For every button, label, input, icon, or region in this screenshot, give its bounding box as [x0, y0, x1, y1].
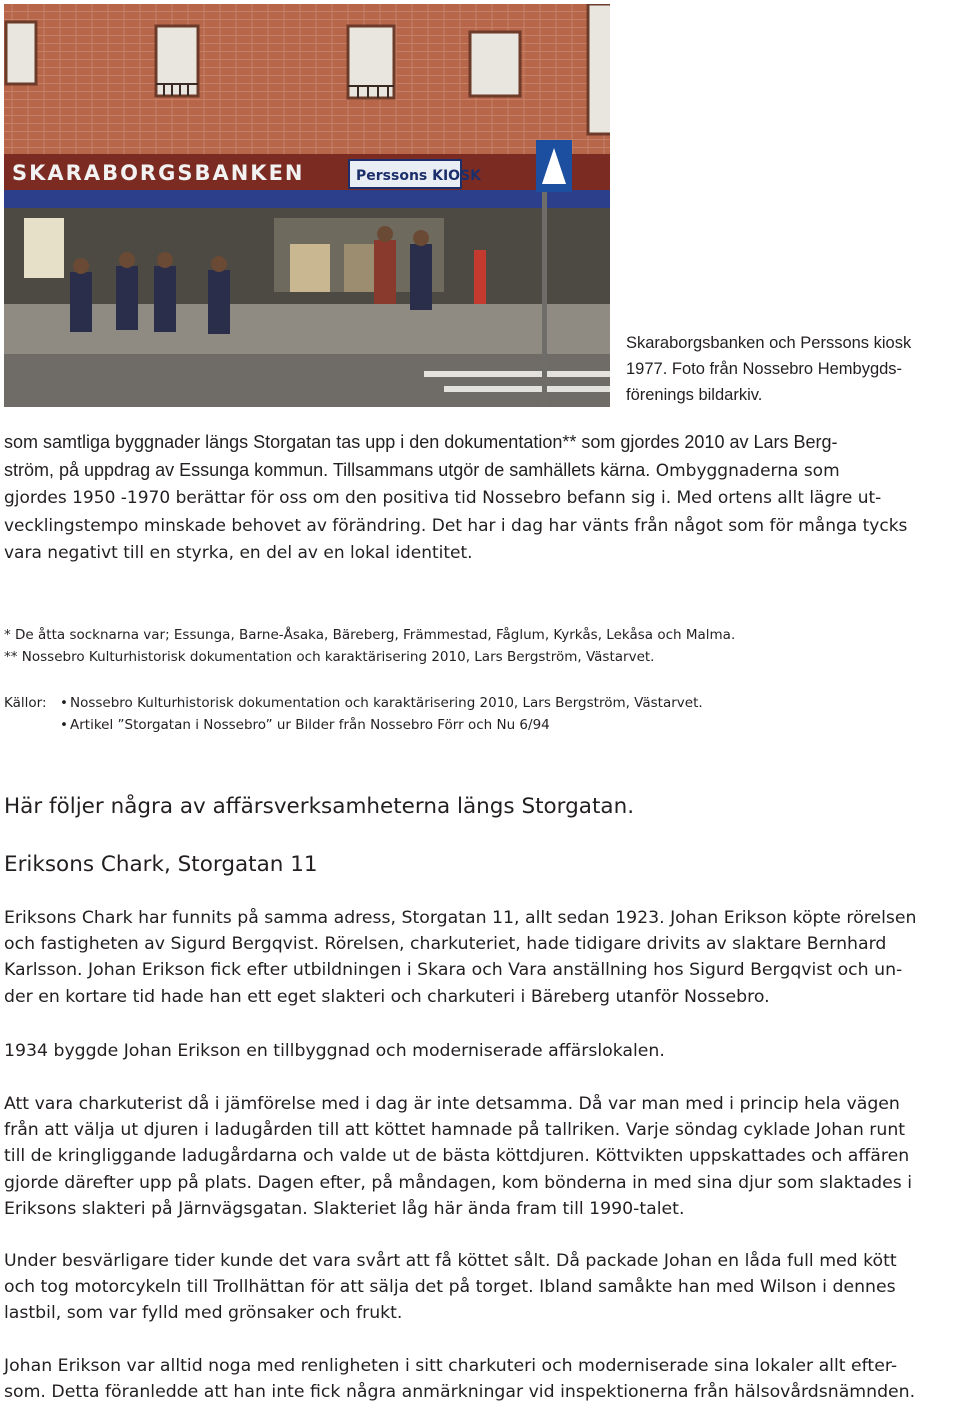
paragraph-line: Eriksons slakteri på Järnvägsgatan. Slakteriet låg här ända fram till 1990-talet. — [4, 1198, 685, 1219]
section-heading: Här följer några av affärsverksamheterna längs Storgatan. — [4, 794, 635, 819]
street-photo-drawing — [4, 4, 610, 407]
bank-sign: SKARABORGSBANKEN — [12, 161, 305, 185]
paragraph-line: från att välja ut djuren i ladugården till att köttet hamnade på tallriken. Varje söndag cyklade Johan runt — [4, 1120, 906, 1141]
bullet-icon: • — [60, 717, 68, 733]
paragraph — [4, 1353, 958, 1405]
photo-caption — [626, 330, 956, 408]
paragraph-line: gjorde därefter upp på plats. Dagen efter, på måndagen, kom bönderna in med sina djur som slaktades i — [4, 1172, 913, 1193]
paragraph-line: till de kringliggande ladugårdarna och valde ut de bästa köttdjuren. Köttvikten uppskattades och affären — [4, 1146, 910, 1167]
footnote: ** Nossebro Kulturhistorisk dokumentation och karaktärisering 2010, Lars Bergström, Västarvet. — [4, 649, 655, 665]
caption-line: förenings bildarkiv. — [626, 386, 763, 404]
paragraph-line: Eriksons Chark har funnits på samma adress, Storgatan 11, allt sedan 1923. Johan Erikson köpte rörelsen — [4, 908, 917, 928]
intro-line: gjordes 1950 -1970 berättar för oss om den positiva tid Nossebro befann sig i. Med ortens allt lägre ut- — [4, 488, 882, 508]
paragraph-line: och fastigheten av Sigurd Bergqvist. Rörelsen, charkuteriet, hade tidigare drivits av slaktare Bernhard — [4, 934, 887, 955]
footnote: * De åtta socknarna var; Essunga, Barne-Åsaka, Bäreberg, Främmestad, Fåglum, Kyrkås, Lekåsa och Malma. — [4, 627, 736, 643]
paragraph-line: 1934 byggde Johan Erikson en tillbyggnad och moderniserade affärslokalen. — [4, 1041, 665, 1061]
street-photo — [4, 4, 610, 407]
paragraph — [4, 1038, 958, 1064]
paragraph — [4, 1091, 958, 1222]
caption-line: 1977. Foto från Nossebro Hembygds- — [626, 360, 903, 378]
subheading: Eriksons Chark, Storgatan 11 — [4, 852, 318, 877]
paragraph-line: och tog motorcykeln till Trollhättan för att sälja det på torget. Ibland samåkte han med Wilson i dennes — [4, 1277, 896, 1298]
source-item: Artikel ”Storgatan i Nossebro” ur Bilder från Nossebro Förr och Nu 6/94 — [70, 717, 550, 733]
paragraph-line: Johan Erikson var alltid noga med renligheten i sitt charkuteri och moderniserade sina lokaler allt efter- — [4, 1356, 898, 1376]
paragraph — [4, 905, 958, 1010]
bullet-icon: • — [60, 695, 68, 711]
intro-line: ström, på uppdrag av Essunga kommun. Tillsammans utgör de samhällets kärna. Ombyggnaderna som — [4, 459, 840, 481]
sources-label: Källor: — [4, 695, 47, 711]
source-item: Nossebro Kulturhistorisk dokumentation och karaktärisering 2010, Lars Bergström, Västarvet. — [70, 695, 703, 711]
paragraph-line: Under besvärligare tider kunde det vara svårt att få köttet sålt. Då packade Johan en låda full med kött — [4, 1251, 897, 1271]
paragraph-line: lastbil, som var fylld med grönsaker och frukt. — [4, 1303, 403, 1324]
paragraph-line: Att vara charkuterist då i jämförelse med i dag är inte detsamma. Då var man med i princip hela vägen — [4, 1094, 900, 1114]
intro-paragraph — [4, 429, 958, 567]
paragraph — [4, 1248, 958, 1327]
intro-line: vecklingstempo minskade behovet av förändring. Det har i dag har vänts från något som för många tycks — [4, 515, 908, 536]
intro-line: som samtliga byggnader längs Storgatan tas upp i den dokumentation** som gjordes 2010 av Lars Berg- — [4, 432, 838, 452]
intro-line: vara negativt till en styrka, en del av en lokal identitet. — [4, 543, 473, 563]
paragraph-line: som. Detta föranledde att han inte fick några anmärkningar vid inspektionerna från hälsovårdsnämnden. — [4, 1382, 916, 1403]
paragraph-line: Karlsson. Johan Erikson fick efter utbildningen i Skara och Vara anställning hos Sigurd Bergqvist och un- — [4, 960, 903, 981]
caption-line: Skaraborgsbanken och Perssons kiosk — [626, 334, 912, 352]
paragraph-line: der en kortare tid hade han ett eget slakteri och charkuteri i Bäreberg utanför Nossebro. — [4, 986, 770, 1007]
sources-list — [4, 692, 958, 736]
footnotes — [4, 624, 958, 668]
kiosk-sign: Perssons KIOSK — [356, 168, 482, 184]
